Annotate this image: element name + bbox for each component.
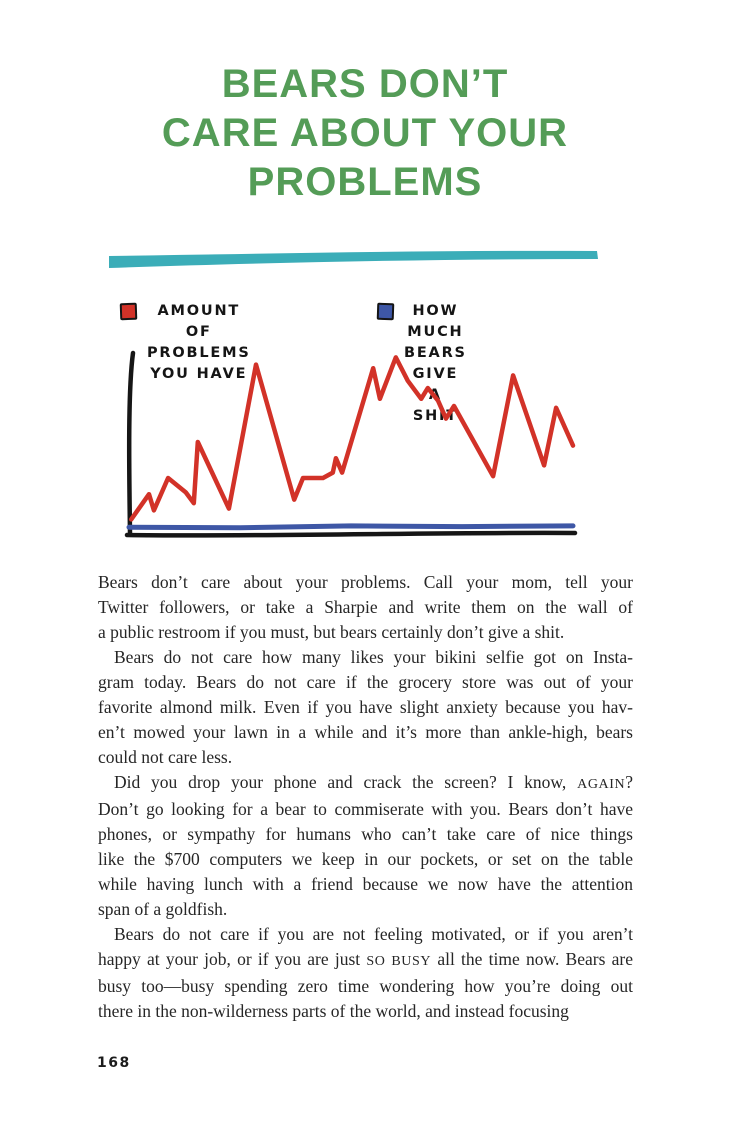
- series-line-bears: [129, 526, 573, 528]
- body-line: there in the non-wilderness parts of the world, and instead focusing: [98, 1001, 569, 1021]
- chapter-title-line: CARE ABOUT YOUR: [161, 111, 569, 155]
- paragraph: [98, 645, 633, 770]
- red-square-icon: [120, 303, 138, 321]
- legend-label-line: GIVE A SHIT: [412, 366, 459, 424]
- chapter-title: [0, 60, 730, 207]
- legend-label-line: HOW MUCH BEARS: [404, 303, 467, 361]
- teal-divider: [105, 247, 605, 273]
- body-line: Twitter followers, or take a Sharpie and write them on the wall of: [98, 597, 633, 617]
- body-line: en’t mowed your lawn in a while and it’s more than ankle-high, bears: [98, 722, 633, 742]
- body-line: a public restroom if you must, but bears certainly don’t give a shit.: [98, 622, 565, 642]
- body-line: busy too—busy spending zero time wondering how you’re doing out: [98, 976, 633, 996]
- body-line: like the $700 computers we keep in our pockets, or set on the table: [98, 849, 633, 869]
- chapter-title-line: PROBLEMS: [247, 160, 483, 204]
- body-line: Bears do not care how many likes your bikini selfie got on Insta-: [114, 647, 633, 667]
- body-line: phones, or sympathy for humans who can’t take care of nice things: [98, 824, 633, 844]
- body-line: Bears don’t care about your problems. Call your mom, tell your: [98, 572, 633, 592]
- body-line: could not care less.: [98, 747, 233, 767]
- paragraph: [98, 922, 633, 1024]
- body-line: gram today. Bears do not care if the grocery store was out of your: [98, 672, 633, 692]
- problems-chart: [105, 345, 600, 550]
- legend-label-line: AMOUNT OF PROBLEMS: [147, 303, 251, 361]
- paragraph: [98, 570, 633, 645]
- x-axis: [127, 533, 575, 536]
- body-line: while having lunch with a friend because we now have the attention: [98, 874, 633, 894]
- body-line: span of a goldfish.: [98, 899, 228, 919]
- body-line: happy at your job, or if you are just SO BUSY all the time now. Bears are: [98, 949, 633, 969]
- y-axis: [129, 353, 133, 533]
- legend-label-line: YOU HAVE: [150, 366, 248, 382]
- blue-square-icon: [377, 303, 395, 321]
- body-line: Did you drop your phone and crack the screen? I know, AGAIN?: [114, 772, 633, 792]
- page-number: 168: [97, 1055, 131, 1071]
- body-line: Bears do not care if you are not feeling motivated, or if you aren’t: [114, 924, 633, 944]
- series-line-problems: [131, 357, 573, 519]
- body-line: favorite almond milk. Even if you have slight anxiety because you hav-: [98, 697, 633, 717]
- paragraph: [98, 770, 633, 922]
- body-line: Don’t go looking for a bear to commiserate with you. Bears don’t have: [98, 799, 633, 819]
- body-text: [98, 570, 633, 1024]
- divider-stroke: [109, 251, 598, 268]
- chapter-title-line: BEARS DON’T: [221, 62, 509, 106]
